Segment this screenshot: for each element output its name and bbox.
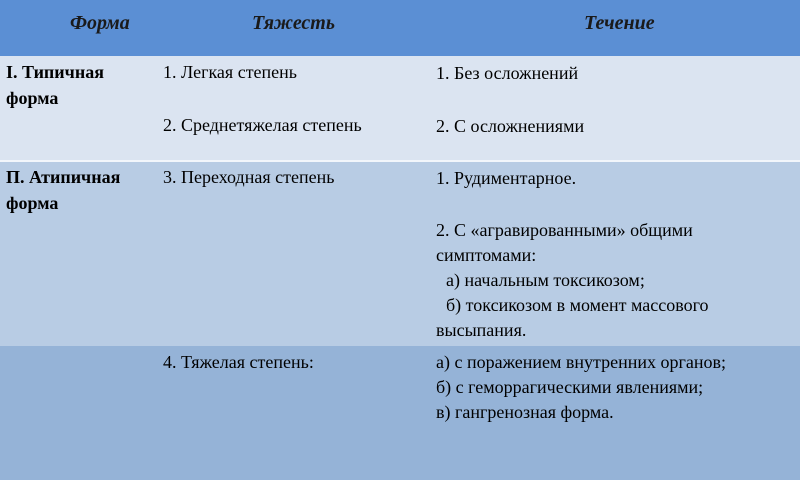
course-no-complications: 1. Без осложнений [436, 63, 579, 83]
header-form: Форма [70, 12, 130, 34]
form-typical-line2: форма [6, 88, 59, 108]
form-atypical-line1: П. Атипичная [6, 167, 121, 187]
form-typical-line1: I. Типичная [6, 62, 104, 82]
course-aggravated: 2. С «агравированными» общими [436, 220, 693, 240]
course-internal-organs: а) с поражением внутренних органов; [436, 352, 727, 372]
course-rudimentary: 1. Рудиментарное. [436, 168, 577, 188]
course-hemorrhagic: б) с геморрагическими явлениями; [436, 377, 704, 397]
course-rash-toxicosis: б) токсикозом в момент массового [446, 295, 709, 315]
course-with-complications: 2. С осложнениями [436, 116, 585, 136]
severity-severe: 4. Тяжелая степень: [163, 352, 314, 372]
table-header [0, 0, 800, 56]
table-row-atypical [0, 162, 800, 346]
severity-transitional: 3. Переходная степень [163, 167, 335, 187]
header-course: Течение [584, 12, 655, 34]
header-severity: Тяжесть [252, 12, 336, 34]
course-gangrenous: в) гангренозная форма. [436, 402, 614, 422]
course-symptoms: симптомами: [436, 245, 537, 265]
severity-mild: 1. Легкая степень [163, 62, 298, 82]
severity-moderate: 2. Среднетяжелая степень [163, 115, 362, 135]
course-rash-toxicosis-cont: высыпания. [436, 320, 527, 340]
course-initial-toxicosis: а) начальным токсикозом; [446, 270, 645, 290]
table-row-typical [0, 56, 800, 160]
form-atypical-line2: форма [6, 193, 59, 213]
